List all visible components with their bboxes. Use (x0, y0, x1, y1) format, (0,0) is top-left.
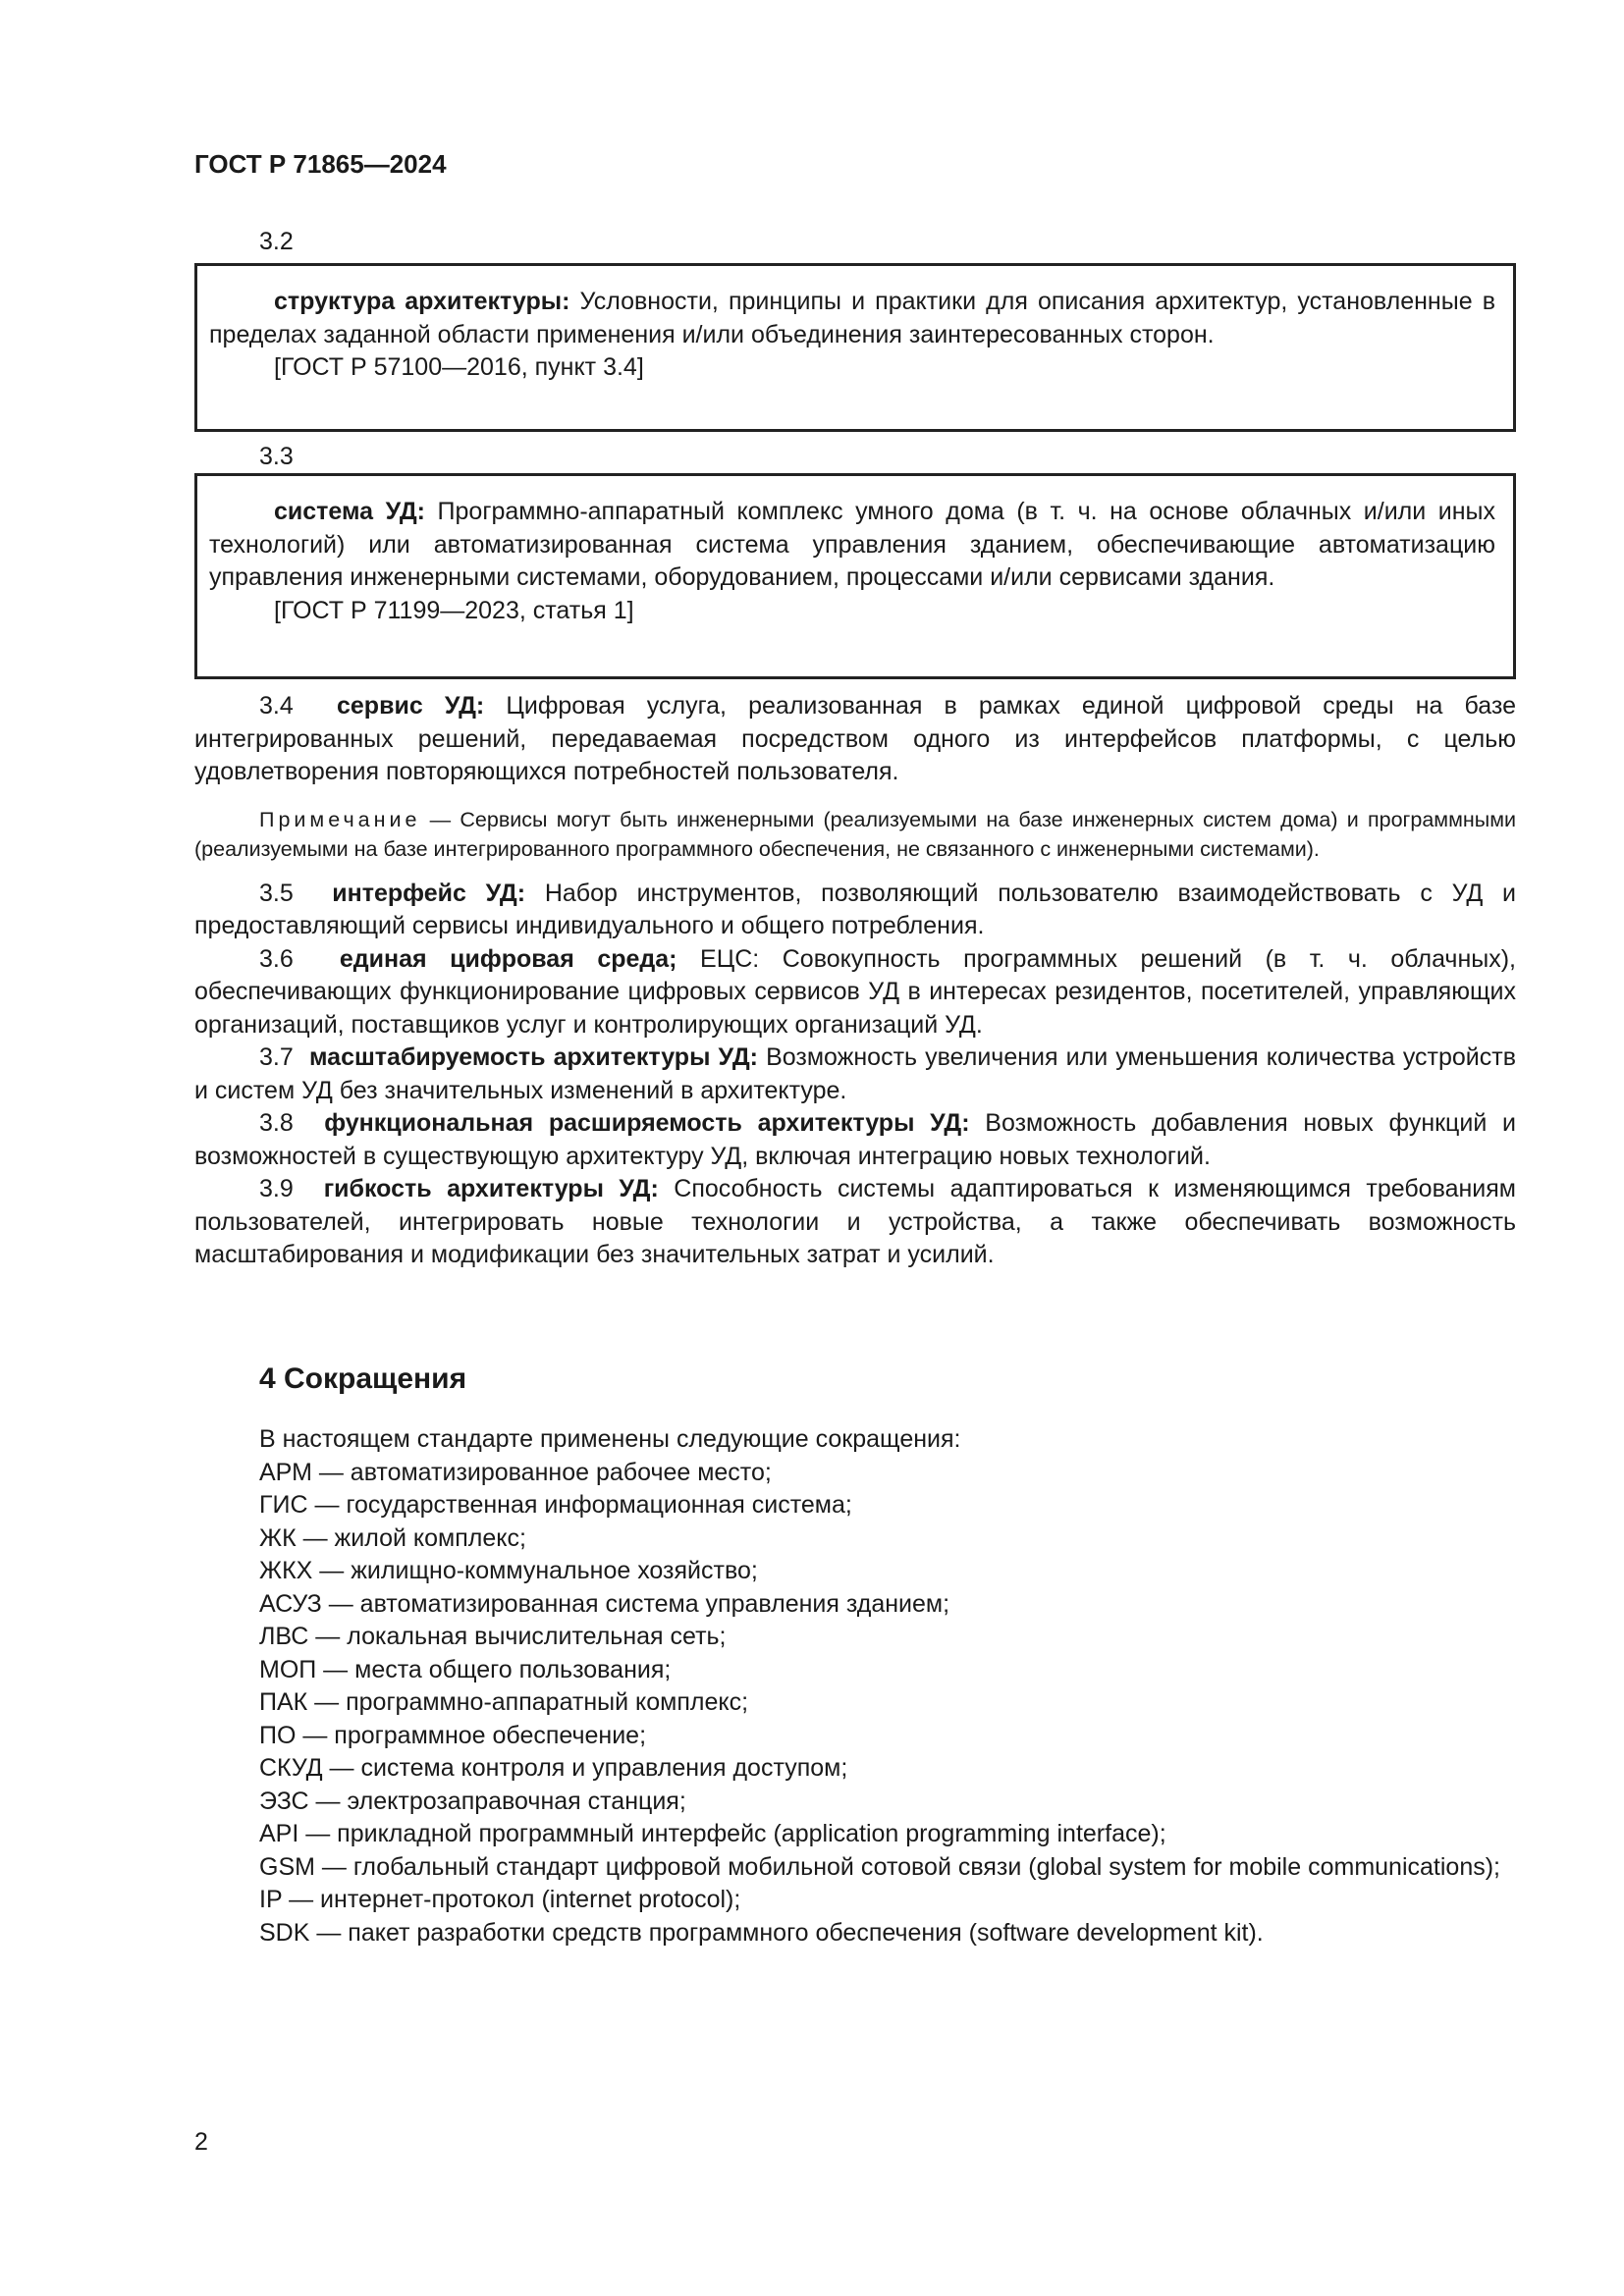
abbreviation-item: ПАК — программно-аппаратный комплекс; (259, 1688, 749, 1716)
term-definition (209, 286, 1495, 351)
term-number: 3.6 (259, 944, 294, 973)
abbreviation-item: SDK — пакет разработки средств программного обеспечения (software development kit). (259, 1918, 1264, 1947)
definition-text: Программно-аппаратный комплекс умного дома (в т. ч. на основе облачных и/или иных технологий) или автоматизированная система управления зданием, обеспечивающие автоматизацию управления инженерными системами, оборудованием, процессами и/или сервисами здания. (209, 498, 1495, 591)
term-box-3-3 (194, 473, 1516, 679)
document-header: ГОСТ Р 71865—2024 (194, 149, 447, 179)
abbreviations-intro: В настоящем стандарте применены следующие сокращения: (259, 1425, 961, 1453)
term-3-6 (194, 943, 1516, 1042)
term-number: 3.5 (259, 879, 294, 907)
section-4-heading: 4 Сокращения (259, 1362, 467, 1395)
term-name: функциональная расширяемость архитектуры УД: (324, 1109, 970, 1137)
term-3-8 (194, 1107, 1516, 1173)
term-name: сервис УД: (337, 692, 485, 720)
term-name: масштабируемость архитектуры УД: (309, 1043, 758, 1071)
definition-text: Возможность добавления новых функций и возможностей в существующую архитектуру УД, включая интеграцию новых технологий. (194, 1109, 1516, 1170)
definition-text: Условности, принципы и практики для описания архитектур, установленные в пределах заданной области применения и/или объединения заинтересованных сторон. (209, 288, 1495, 348)
abbreviation-item: GSM — глобальный стандарт цифровой мобильной сотовой связи (global system for mobile communications); (259, 1852, 1500, 1881)
abbreviation-item: ЖК — жилой комплекс; (259, 1523, 526, 1552)
term-name: единая цифровая среда; (339, 944, 677, 973)
definition-text: ЕЦС: Совокупность программных решений (в т. ч. облачных), обеспечивающих функционирование цифровых сервисов УД в интересах резидентов, посетителей, управляющих организаций, поставщиков услуг и контролирующих организаций УД. (194, 944, 1516, 1039)
term-number: 3.7 (259, 1043, 294, 1071)
term-3-4-block (194, 690, 1516, 1272)
abbreviation-item: ЭЗС — электрозаправочная станция; (259, 1787, 686, 1815)
term-box-3-2 (194, 263, 1516, 432)
term-3-7 (194, 1041, 1516, 1107)
term-3-4 (194, 690, 1516, 789)
term-name: интерфейс УД: (332, 879, 526, 907)
abbreviations-list (194, 1423, 1516, 1949)
definition-text: Цифровая услуга, реализованная в рамках единой цифровой среды на базе интегрированных решений, передаваемая посредством одного из интерфейсов платформы, с целью удовлетворения повторяющихся потребностей пользователя. (194, 692, 1516, 785)
page-number: 2 (194, 2128, 208, 2156)
definition-text: Способность системы адаптироваться к изменяющимся требованиям пользователей, интегрировать новые технологии и устройства, а также обеспечивать возможность масштабирования и модификации без значительных затрат и усилий. (194, 1175, 1516, 1268)
abbreviation-item: API — прикладной программный интерфейс (application programming interface); (259, 1820, 1166, 1847)
term-source: [ГОСТ Р 57100—2016, пункт 3.4] (274, 353, 644, 381)
abbreviation-item: АСУЗ — автоматизированная система управления зданием; (259, 1589, 950, 1618)
term-name: гибкость архитектуры УД: (323, 1175, 659, 1202)
note-text: — Сервисы могут быть инженерными (реализуемыми на базе инженерных систем дома) и программными (реализуемыми на базе интегрированного программного обеспечения, не связанного с инженерными системами). (194, 807, 1516, 861)
abbreviation-item: МОП — места общего пользования; (259, 1655, 672, 1683)
note-label: Примечание (259, 807, 421, 831)
definition-text: Возможность увеличения или уменьшения количества устройств и систем УД без значительных изменений в архитектуре. (194, 1043, 1516, 1104)
abbreviation-item: АРМ — автоматизированное рабочее место; (259, 1458, 772, 1486)
note (194, 805, 1516, 864)
term-number: 3.9 (259, 1175, 294, 1202)
term-name: структура архитектуры: (274, 288, 570, 315)
term-3-9 (194, 1173, 1516, 1272)
term-number-3-2: 3.2 (259, 228, 294, 255)
abbreviation-item: СКУД — система контроля и управления доступом; (259, 1754, 848, 1782)
abbreviation-item: ПО — программное обеспечение; (259, 1721, 647, 1749)
abbreviation-item: ЛВС — локальная вычислительная сеть; (259, 1623, 727, 1650)
term-3-5 (194, 878, 1516, 943)
definition-text: Набор инструментов, позволяющий пользователю взаимодействовать с УД и предоставляющий сервисы индивидуального и общего потребления. (194, 879, 1516, 939)
term-number: 3.4 (259, 692, 294, 720)
term-number: 3.8 (259, 1109, 294, 1137)
term-definition (209, 496, 1495, 595)
abbreviation-item: ЖКХ — жилищно-коммунальное хозяйство; (259, 1557, 758, 1584)
term-source: [ГОСТ Р 71199—2023, статья 1] (274, 596, 634, 624)
abbreviation-item: IP — интернет-протокол (internet protocol); (259, 1886, 741, 1913)
term-number-3-3: 3.3 (259, 443, 294, 470)
term-name: система УД: (274, 498, 426, 525)
abbreviation-item: ГИС — государственная информационная система; (259, 1491, 852, 1519)
